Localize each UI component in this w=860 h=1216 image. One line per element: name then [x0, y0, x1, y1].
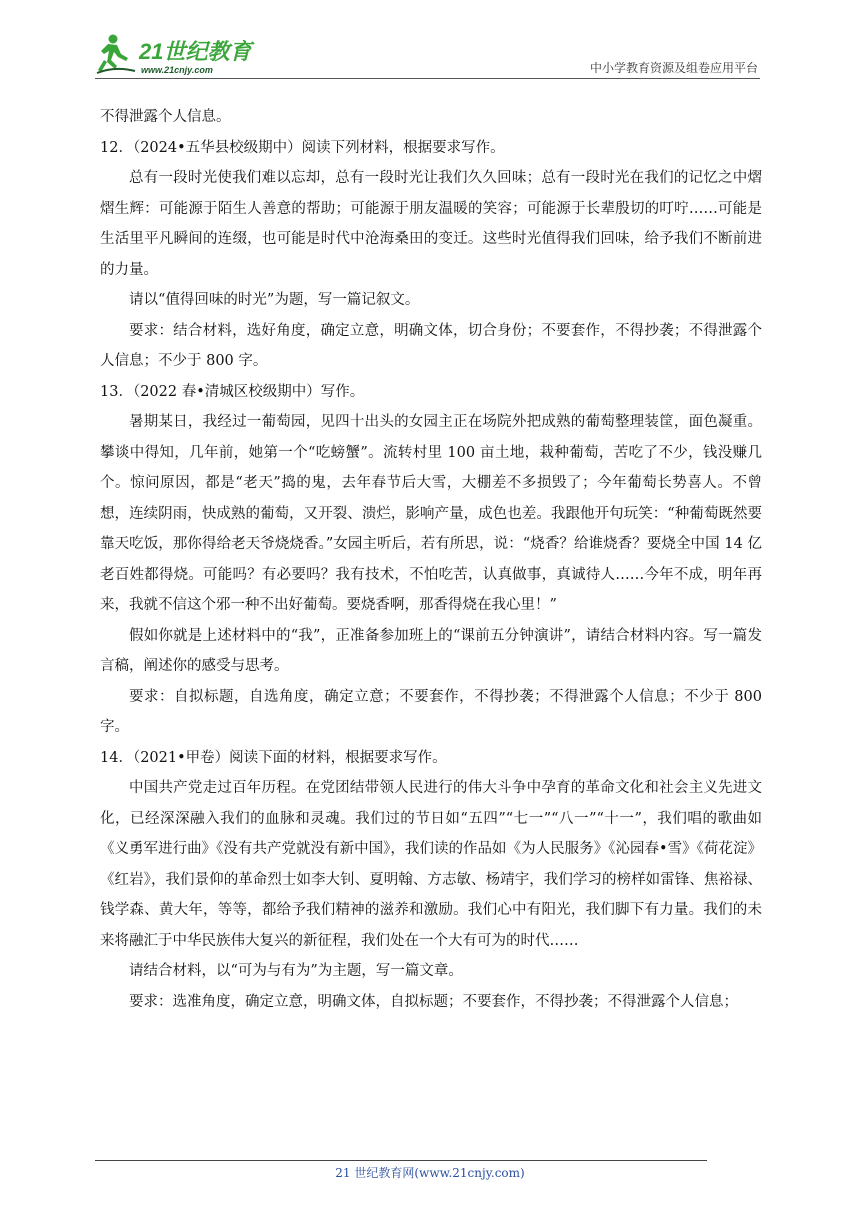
paragraph: 请结合材料，以“可为与有为”为主题，写一篇文章。 [129, 963, 463, 979]
logo [95, 32, 265, 76]
header-divider [95, 78, 760, 79]
paragraph: 假如你就是上述材料中的“我”，正准备参加班上的“课前五分钟演讲”，请结合材料内容。写一篇发言稿，阐述你的感受与思考。 [100, 627, 762, 674]
footer-divider [95, 1160, 707, 1161]
logo-text: 21世纪教育 [139, 39, 252, 64]
paragraph: 总有一段时光使我们难以忘却，总有一段时光让我们久久回味；总有一段时光在我们的记忆之中熠熠生辉：可能源于陌生人善意的帮助；可能源于朋友温暖的笑容；可能源于长辈殷切的叮咛……可能是生活里平凡瞬间的连缀，也可能是时代中沧海桑田的变迁。这些时光值得我们回味，给予我们不断前进的力量。 [100, 170, 762, 278]
paragraph: 不得泄露个人信息。 [100, 109, 231, 125]
paragraph: 暑期某日，我经过一葡萄园，见四十出头的女园主正在场院外把成熟的葡萄整理装筐，面色凝重。攀谈中得知，几年前，她第一个“吃螃蟹”。流转村里 100 亩土地，栽种葡萄，苦吃了不少，钱没赚几个。惊问原因，都是“老天”捣的鬼，去年春节后大雪，大棚差不多损毁了；今年葡萄长势喜人。不曾想，连续阴雨，快成熟的葡萄，又开裂、溃烂，影响产量，成色也差。我跟他开句玩笑：“种葡萄既然要靠天吃饭，那你得给老天爷烧烧香。”女园主听后，若有所思，说：“烧香？给谁烧香？要烧全中国 14 亿老百姓都得烧。可能吗？有必要吗？我有技术，不怕吃苦，认真做事，真诚待人……今年不成，明年再来，我就不信这个邪一种不出好葡萄。要烧香啊，那香得烧在我心里！” [100, 414, 762, 613]
document-body [100, 102, 762, 1017]
paragraph: 12．（2024•五华县校级期中）阅读下列材料，根据要求写作。 [100, 139, 505, 156]
paragraph: 中国共产党走过百年历程。在党团结带领人民进行的伟大斗争中孕育的革命文化和社会主义先进文化，已经深深融入我们的血脉和灵魂。我们过的节日如“五四”“七一”“八一”“十一”，我们唱的歌曲如《义勇军进行曲》《没有共产党就没有新中国》，我们读的作品如《为人民服务》《沁园春•雪》《荷花淀》《红岩》，我们景仰的革命烈士如李大钊、夏明翰、方志敏、杨靖宇，我们学习的榜样如雷锋、焦裕禄、钱学森、黄大年，等等，都给予我们精神的滋养和激励。我们心中有阳光，我们脚下有力量。我们的未来将融汇于中华民族伟大复兴的新征程，我们处在一个大有可为的时代…… [100, 780, 762, 949]
page-footer: 21 世纪教育网(www.21cnjy.com) [335, 1166, 525, 1180]
runner-icon [98, 35, 128, 73]
logo-url: www.21cnjy.com [141, 65, 213, 75]
paragraph: 要求：结合材料，选好角度，确定立意，明确文体，切合身份；不要套作，不得抄袭；不得泄露个人信息；不少于 800 字。 [100, 322, 762, 369]
paragraph: 14．（2021•甲卷）阅读下面的材料，根据要求写作。 [100, 749, 447, 766]
paragraph: 要求：选准角度，确定立意，明确文体，自拟标题；不要套作，不得抄袭；不得泄露个人信息； [129, 993, 738, 1010]
paragraph: 要求：自拟标题，自选角度，确定立意；不要套作，不得抄袭；不得泄露个人信息；不少于 800 字。 [100, 688, 762, 735]
platform-name: 中小学教育资源及组卷应用平台 [589, 61, 758, 75]
page-header [95, 30, 760, 78]
paragraph: 13．（2022 春•清城区校级期中）写作。 [100, 383, 365, 400]
paragraph: 请以“值得回味的时光”为题，写一篇记叙文。 [129, 292, 420, 308]
